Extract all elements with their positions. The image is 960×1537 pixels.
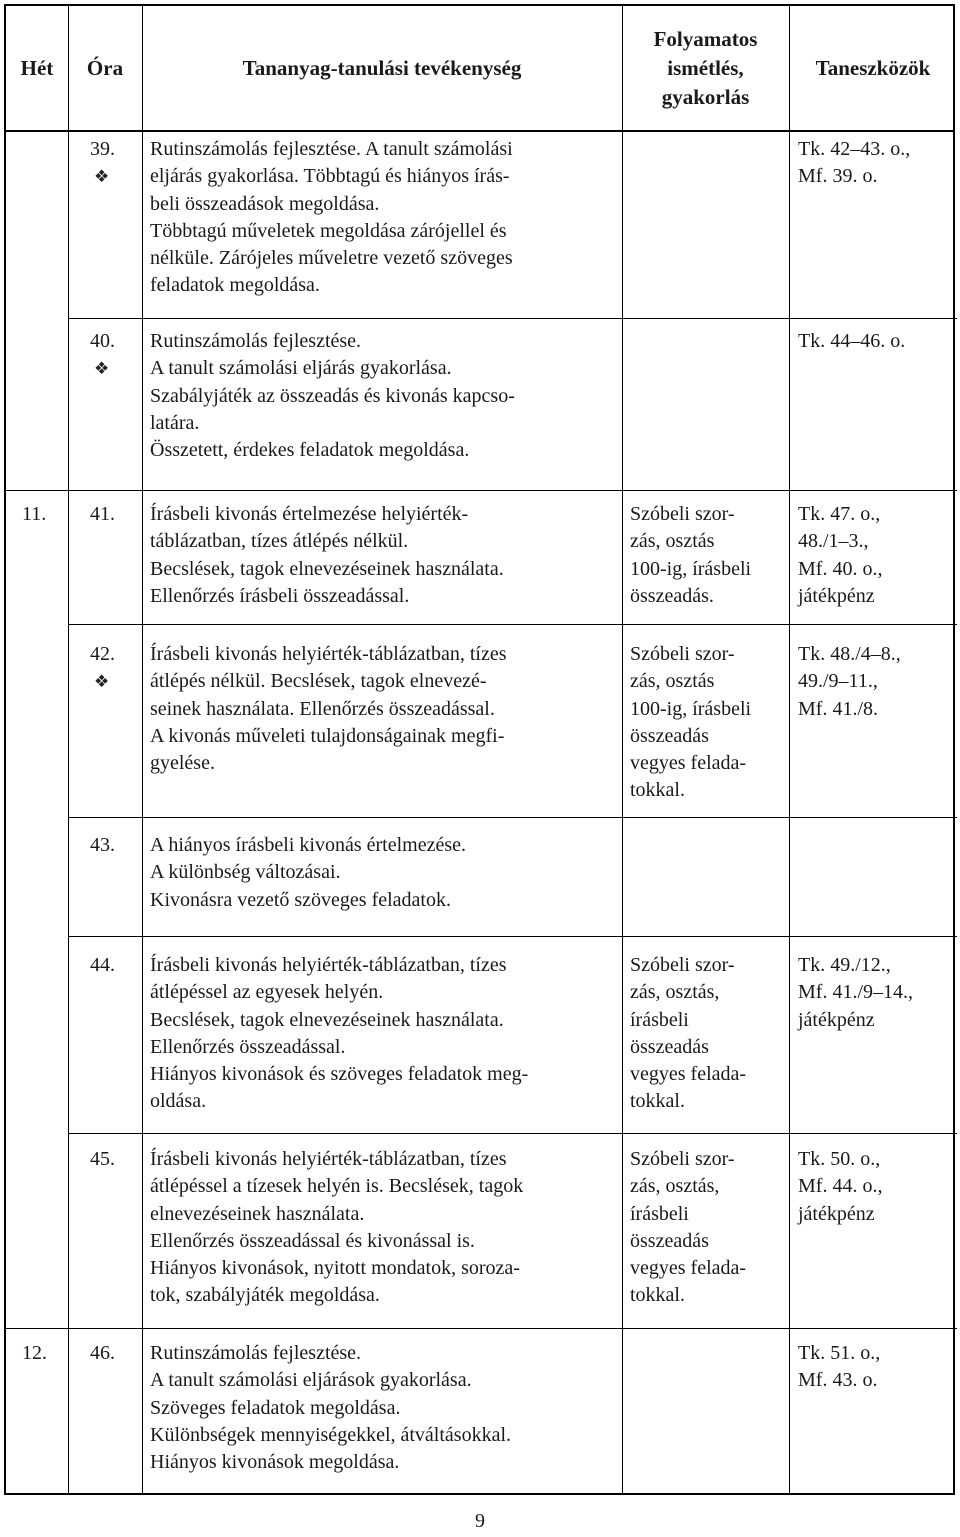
header-ora: Óra: [86, 55, 124, 80]
lesson-content: Rutinszámolás fejlesztése. A tanult számolási eljárások gyakorlása. Szöveges feladatok megoldása. Különbségek mennyiségekkel, átváltásokkal. Hiányos kivonások megoldása.: [150, 1342, 512, 1474]
lesson-content: A hiányos írásbeli kivonás értelmezése. A különbség változásai. Kivonásra vezető szöveges feladatok.: [150, 834, 467, 911]
curriculum-table: [4, 4, 955, 1495]
lesson-content: Írásbeli kivonás helyiérték-táblázatban, tízes átlépéssel az egyesek helyén. Becslések, tagok elnevezéseinek használata. Ellenőrzés összeadással. Hiányos kivonások és szöveges feladatok meg- oldása.: [150, 954, 529, 1113]
column-divider: [622, 6, 623, 1493]
row-divider: [68, 624, 957, 625]
lesson-tools: Tk. 50. o., Mf. 44. o., játékpénz: [798, 1148, 883, 1225]
lesson-tools: Tk. 44–46. o.: [798, 330, 906, 352]
column-divider: [68, 6, 69, 1493]
lesson-content: Írásbeli kivonás helyiérték-táblázatban, tízes átlépéssel a tízesek helyén is. Becslések, tagok elnevezéseinek használata. Ellenőrzés összeadással és kivonással is. Hiányos kivonások, nyitott mondatok, soroza- tok, szabályjáték megoldása.: [150, 1148, 524, 1307]
lesson-tools: Tk. 47. o., 48./1–3., Mf. 40. o., játékpénz: [798, 503, 883, 607]
header-taneszkozok: Taneszközök: [815, 55, 931, 80]
lesson-number: 45.: [90, 1148, 115, 1170]
page-number: 9: [475, 1510, 485, 1532]
row-divider: [68, 1133, 957, 1134]
lesson-tools: Tk. 51. o., Mf. 43. o.: [798, 1342, 881, 1392]
column-divider: [142, 6, 143, 1493]
row-divider: [6, 1328, 957, 1329]
lesson-content: Írásbeli kivonás helyiérték-táblázatban, tízes átlépés nélkül. Becslések, tagok elnevezé- seinek használata. Ellenőrzés összeadással. A kivonás műveleti tulajdonságainak megfi- gyelése.: [150, 643, 507, 775]
lesson-practice: Szóbeli szor- zás, osztás, írásbeli összeadás vegyes felada- tokkal.: [630, 1148, 747, 1307]
lesson-number: 44.: [90, 954, 115, 976]
lesson-content: Rutinszámolás fejlesztése. A tanult számolási eljárás gyakorlása. Többtagú és hiányos írás- beli összeadások megoldása. Többtagú műveletek megoldása zárójellel és nélküle. Zárójeles műveletre vezető szöveges feladatok megoldása.: [150, 138, 513, 297]
header-folyamatos: Folyamatos ismétlés, gyakorlás: [653, 26, 758, 109]
lesson-content: Írásbeli kivonás értelmezése helyiérték- táblázatban, tízes átlépés nélkül. Becslések, tagok elnevezéseinek használata. Ellenőrzés írásbeli összeadással.: [150, 503, 504, 607]
row-divider: [6, 490, 957, 491]
lesson-tools: Tk. 48./4–8., 49./9–11., Mf. 41./8.: [798, 643, 901, 720]
week-number: 12.: [22, 1342, 47, 1364]
lesson-tools: Tk. 49./12., Mf. 41./9–14., játékpénz: [798, 954, 913, 1031]
lesson-number: 46.: [90, 1342, 115, 1364]
row-divider: [68, 318, 957, 319]
column-divider: [789, 6, 790, 1493]
lesson-number: 43.: [90, 834, 115, 856]
row-divider: [68, 817, 957, 818]
lesson-number: 39.: [90, 138, 115, 160]
header-divider: [6, 130, 953, 132]
ornament-icon: ❖: [94, 167, 110, 186]
lesson-practice: Szóbeli szor- zás, osztás 100-ig, írásbeli összeadás.: [630, 503, 752, 607]
header-het: Hét: [20, 55, 54, 80]
ornament-icon: ❖: [94, 359, 110, 378]
lesson-content: Rutinszámolás fejlesztése. A tanult számolási eljárás gyakorlása. Szabályjáték az összeadás és kivonás kapcso- latára. Összetett, érdekes feladatok megoldása.: [150, 330, 515, 462]
lesson-number: 40.: [90, 330, 115, 352]
lesson-number: 41.: [90, 503, 115, 525]
lesson-number: 42.: [90, 643, 115, 665]
lesson-tools: Tk. 42–43. o., Mf. 39. o.: [798, 138, 911, 188]
week-number: 11.: [22, 503, 47, 525]
row-divider: [68, 936, 957, 937]
lesson-practice: Szóbeli szor- zás, osztás 100-ig, írásbeli összeadás vegyes felada- tokkal.: [630, 643, 752, 802]
lesson-practice: Szóbeli szor- zás, osztás, írásbeli összeadás vegyes felada- tokkal.: [630, 954, 747, 1113]
header-tananyag: Tananyag-tanulási tevékenység: [242, 55, 522, 80]
ornament-icon: ❖: [94, 672, 110, 691]
